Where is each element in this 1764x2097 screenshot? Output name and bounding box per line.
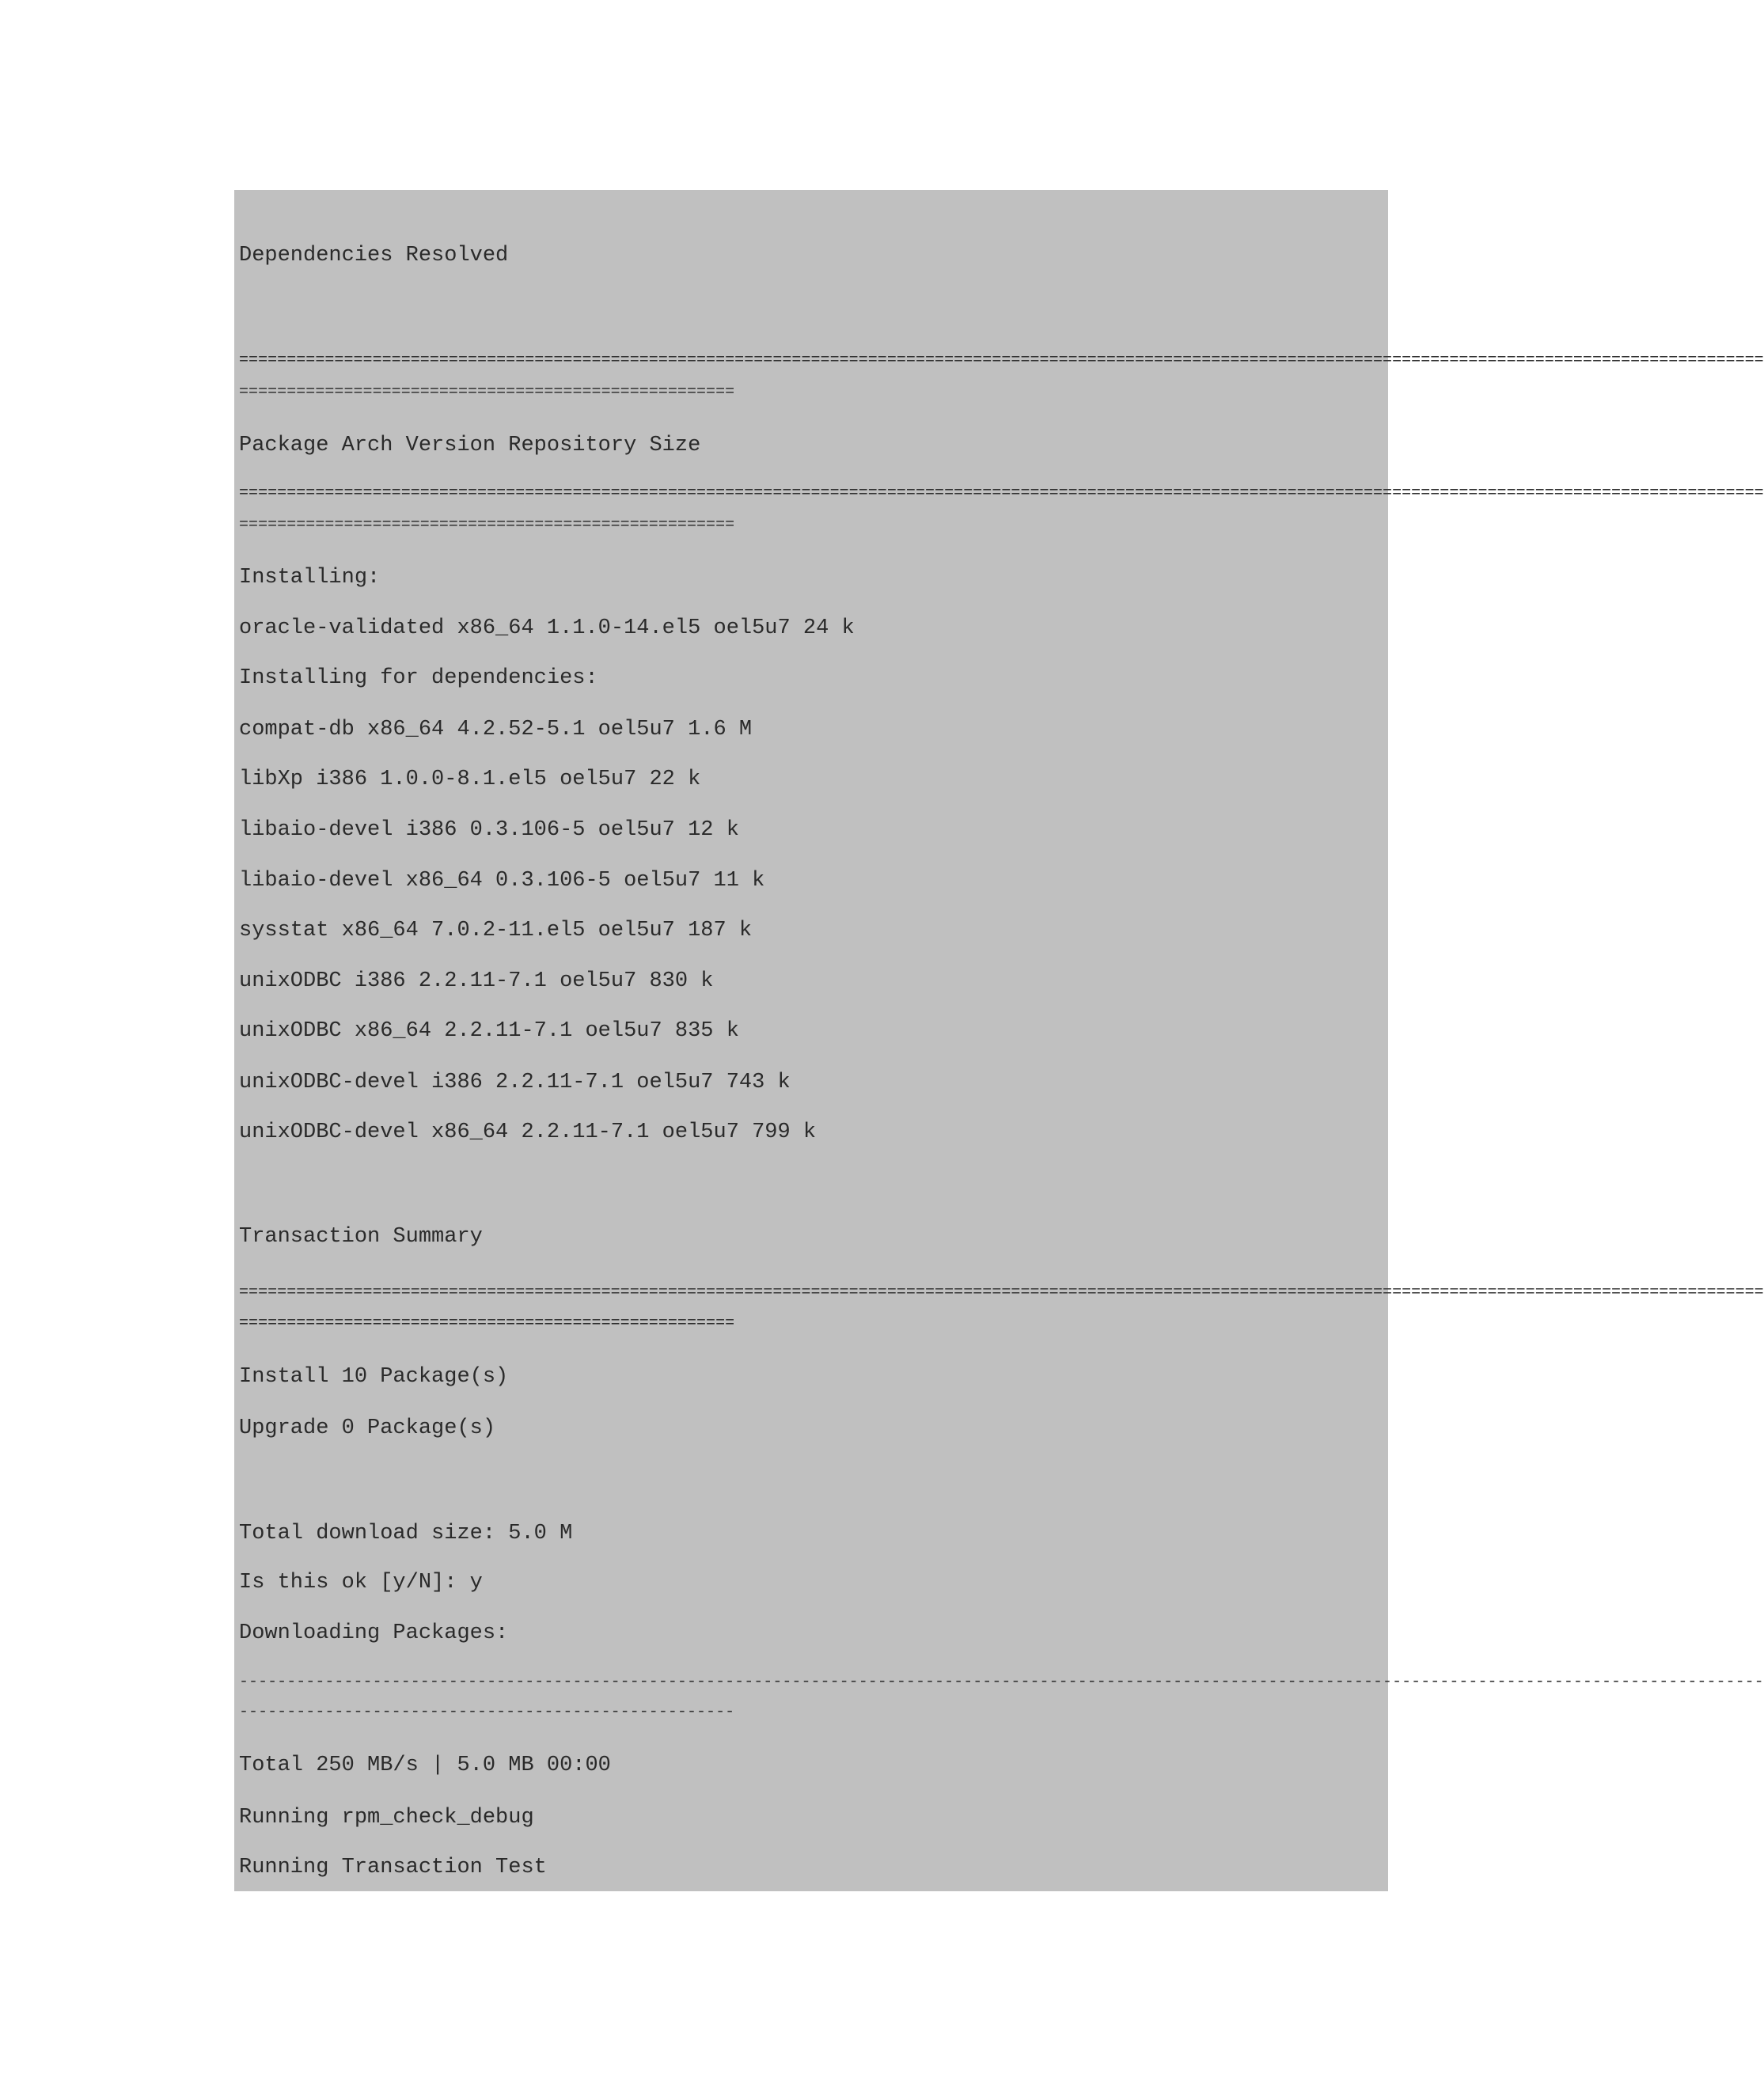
installing-deps-line: Installing for dependencies: <box>239 666 598 690</box>
package-line: libXp i386 1.0.0-8.1.el5 oel5u7 22 k <box>239 768 701 791</box>
package-line: libaio-devel i386 0.3.106-5 oel5u7 12 k <box>239 818 739 842</box>
separator-rule: ================================================================================================================================================================ <box>239 351 1764 370</box>
package-line: unixODBC-devel x86_64 2.2.11-7.1 oel5u7 799 k <box>239 1121 817 1144</box>
total-download-line: Total download size: 5.0 M <box>239 1522 573 1545</box>
upgrade-count-line: Upgrade 0 Package(s) <box>239 1416 496 1440</box>
package-line: libaio-devel x86_64 0.3.106-5 oel5u7 11 k <box>239 869 765 893</box>
separator-rule: ================================================================================================================================================================ <box>239 484 1764 502</box>
package-line: unixODBC x86_64 2.2.11-7.1 oel5u7 835 k <box>239 1019 739 1043</box>
separator-rule: ---------------------------------------------------------------------------------------------------------------------------------------------------------------- <box>239 1673 1764 1691</box>
installing-line: Installing: <box>239 566 381 590</box>
separator-rule: ==================================================== <box>239 516 735 534</box>
package-line: oracle-validated x86_64 1.1.0-14.el5 oel5u7 24 k <box>239 616 855 640</box>
package-line: unixODBC-devel i386 2.2.11-7.1 oel5u7 743 k <box>239 1071 791 1094</box>
package-line: compat-db x86_64 4.2.52-5.1 oel5u7 1.6 M <box>239 718 753 741</box>
total-speed-line: Total 250 MB/s | 5.0 MB 00:00 <box>239 1754 611 1777</box>
terminal-output <box>234 190 1764 1891</box>
package-line: unixODBC i386 2.2.11-7.1 oel5u7 830 k <box>239 969 714 993</box>
downloading-line: Downloading Packages: <box>239 1621 509 1645</box>
package-line: sysstat x86_64 7.0.2-11.el5 oel5u7 187 k <box>239 919 753 942</box>
separator-rule: ==================================================== <box>239 383 735 401</box>
separator-rule: ---------------------------------------------------- <box>239 1703 735 1721</box>
transaction-test-line: Running Transaction Test <box>239 1856 547 1879</box>
separator-rule: ==================================================== <box>239 1314 735 1333</box>
transaction-summary-line: Transaction Summary <box>239 1225 483 1249</box>
table-header-line: Package Arch Version Repository Size <box>239 434 701 457</box>
install-count-line: Install 10 Package(s) <box>239 1365 509 1389</box>
prompt-line: Is this ok [y/N]: y <box>239 1571 483 1595</box>
dependencies-resolved-line: Dependencies Resolved <box>239 244 509 267</box>
rpm-check-line: Running rpm_check_debug <box>239 1806 534 1830</box>
separator-rule: ================================================================================================================================================================ <box>239 1284 1764 1302</box>
